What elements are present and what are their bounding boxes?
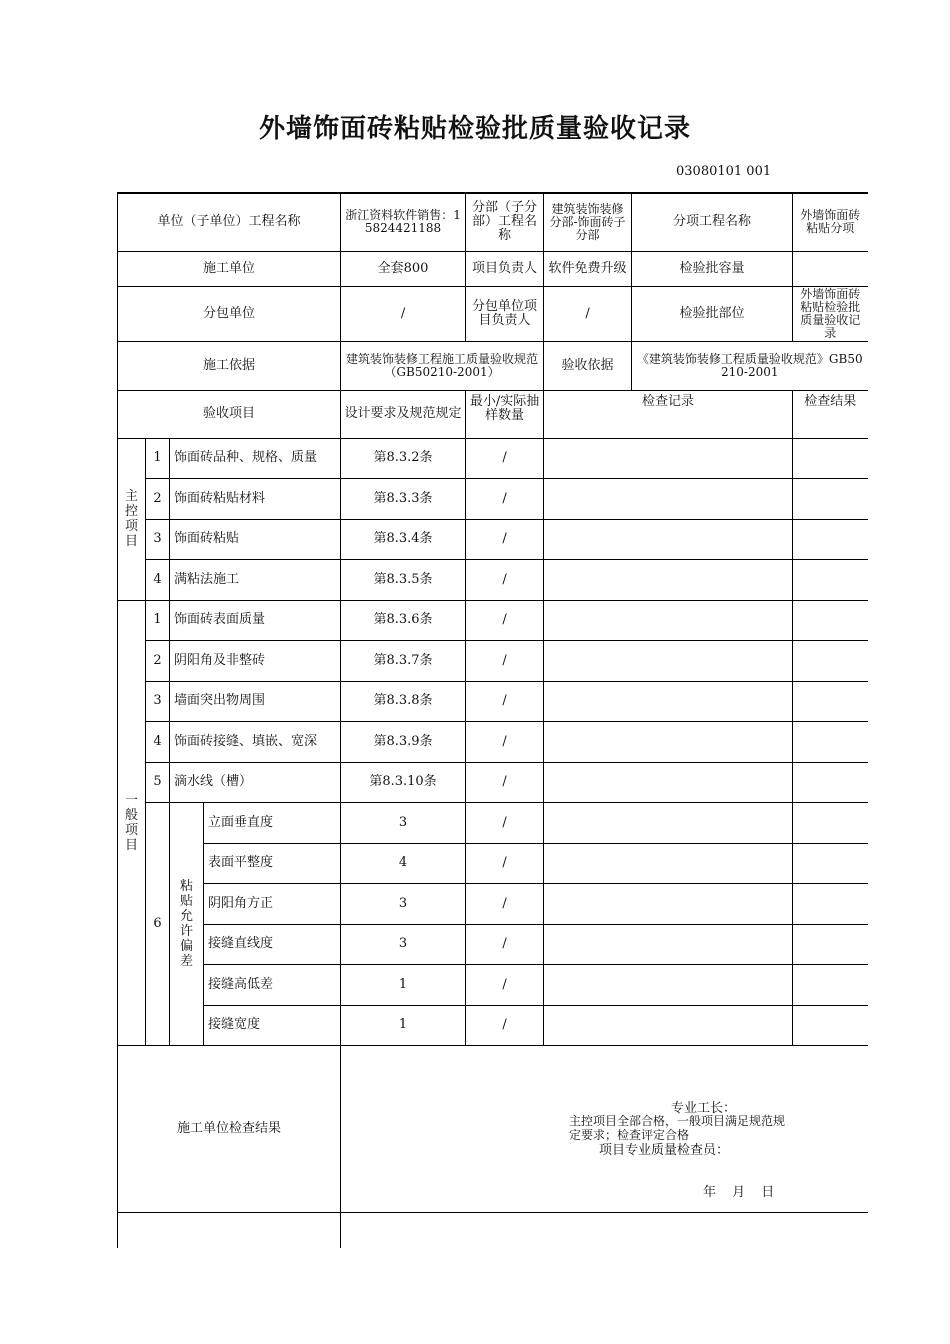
inspector-signature-label: 项目专业质量检查员： [599,1142,730,1158]
acceptance-basis-value: 《建筑装饰装修工程质量验收规范》GB50210-2001 [632,341,868,390]
general-item-name: 墙面突出物周围 [170,681,341,721]
general-group-label [118,600,146,1045]
subcontractor-label: 分包单位 [118,286,341,341]
deviation-item-sample: / [466,1005,544,1045]
deviation-item-result[interactable] [793,802,868,843]
general-item-spec: 第8.3.7条 [341,640,466,681]
general-item-result[interactable] [793,600,868,640]
deviation-item-record[interactable] [544,843,793,883]
general-group-text: 一般项目 [124,792,138,853]
deviation-item-record[interactable] [544,802,793,843]
deviation-item-value: 4 [341,843,466,883]
general-item-spec: 第8.3.8条 [341,681,466,721]
capacity-label: 检验批容量 [632,251,793,286]
general-item-sample: / [466,721,544,762]
general-item-name: 饰面砖接缝、填嵌、宽深 [170,721,341,762]
foreman-signature-label: 专业工长： [671,1100,737,1116]
main-item-spec: 第8.3.5条 [341,559,466,600]
deviation-item-record[interactable] [544,924,793,964]
col-design-header: 设计要求及规范规定 [341,390,466,438]
contractor-label: 施工单位 [118,251,341,286]
deviation-item-result[interactable] [793,964,868,1005]
deviation-item-value: 1 [341,1005,466,1045]
deviation-item-value: 1 [341,964,466,1005]
deviation-item-sample: / [466,964,544,1005]
deviation-item-sample: / [466,843,544,883]
main-item-record[interactable] [544,519,793,559]
general-item-sample: / [466,600,544,640]
item-name-value: 外墙饰面砖粘贴分项 [793,193,868,251]
capacity-value [793,251,868,286]
date-label: 年 月 日 [703,1184,775,1200]
general-item-spec: 第8.3.10条 [341,762,466,802]
document-number: 03080101 001 [676,164,772,179]
general-item-no: 1 [146,600,170,640]
deviation-item-result[interactable] [793,843,868,883]
subdivision-label: 分部（子分部）工程名称 [466,193,544,251]
main-item-record[interactable] [544,438,793,478]
main-item-result[interactable] [793,438,868,478]
general-item-no: 2 [146,640,170,681]
general-item-record[interactable] [544,721,793,762]
unit-value: 浙江资料软件销售：15824421188 [341,193,466,251]
deviation-item-result[interactable] [793,924,868,964]
main-item-no: 2 [146,478,170,519]
main-item-sample: / [466,519,544,559]
general-item-result[interactable] [793,762,868,802]
deviation-no: 6 [146,802,170,1045]
general-item-sample: / [466,762,544,802]
result-cell [341,1045,868,1212]
deviation-item-name: 接缝宽度 [204,1005,341,1045]
deviation-group-label [170,802,204,1045]
main-item-name: 饰面砖粘贴 [170,519,341,559]
item-name-label: 分项工程名称 [632,193,793,251]
result-text: 主控项目全部合格，一般项目满足规范规定要求；检查评定合格 [569,1113,786,1142]
general-item-record[interactable] [544,640,793,681]
general-item-sample: / [466,681,544,721]
main-item-name: 饰面砖品种、规格、质量 [170,438,341,478]
deviation-item-result[interactable] [793,1005,868,1045]
main-item-spec: 第8.3.3条 [341,478,466,519]
main-item-sample: / [466,438,544,478]
deviation-item-name: 阴阳角方正 [204,883,341,924]
inspection-form [117,192,868,1248]
contractor-value: 全套800 [341,251,466,286]
deviation-item-result[interactable] [793,883,868,924]
basis-value: 建筑装饰装修工程施工质量验收规范（GB50210-2001） [341,341,544,390]
col-result-header: 检查结果 [793,390,868,438]
col-record-header: 检查记录 [544,390,793,438]
general-item-name: 阴阳角及非整砖 [170,640,341,681]
deviation-item-value: 3 [341,883,466,924]
page-title: 外墙饰面砖粘贴检验批质量验收记录 [258,114,691,144]
deviation-item-value: 3 [341,924,466,964]
main-item-record[interactable] [544,478,793,519]
pm-label: 项目负责人 [466,251,544,286]
general-item-record[interactable] [544,681,793,721]
main-item-spec: 第8.3.2条 [341,438,466,478]
subdivision-value: 建筑装饰装修分部-饰面砖子分部 [544,193,632,251]
main-item-name: 饰面砖粘贴材料 [170,478,341,519]
pm-value: 软件免费升级 [544,251,632,286]
general-item-no: 3 [146,681,170,721]
deviation-item-sample: / [466,924,544,964]
basis-label: 施工依据 [118,341,341,390]
main-item-no: 4 [146,559,170,600]
general-item-spec: 第8.3.6条 [341,600,466,640]
deviation-item-record[interactable] [544,883,793,924]
sub-pm-value: / [544,286,632,341]
general-item-result[interactable] [793,721,868,762]
deviation-item-name: 立面垂直度 [204,802,341,843]
general-item-result[interactable] [793,681,868,721]
main-item-name: 满粘法施工 [170,559,341,600]
col-sample-header: 最小/实际抽样数量 [466,390,544,438]
general-item-spec: 第8.3.9条 [341,721,466,762]
main-item-spec: 第8.3.4条 [341,519,466,559]
general-item-name: 饰面砖表面质量 [170,600,341,640]
main-item-result[interactable] [793,519,868,559]
general-item-record[interactable] [544,762,793,802]
deviation-item-name: 接缝高低差 [204,964,341,1005]
general-item-sample: / [466,640,544,681]
supervisor-label [118,1212,341,1248]
general-item-record[interactable] [544,600,793,640]
main-group-label [118,438,146,600]
deviation-item-record[interactable] [544,1005,793,1045]
deviation-item-record[interactable] [544,964,793,1005]
subcontractor-value: / [341,286,466,341]
main-item-record[interactable] [544,559,793,600]
supervisor-cell [341,1212,868,1248]
main-item-sample: / [466,478,544,519]
general-item-no: 4 [146,721,170,762]
result-label: 施工单位检查结果 [118,1045,341,1212]
sub-pm-label: 分包单位项目负责人 [466,286,544,341]
main-group-text: 主控项目 [124,489,138,549]
part-value: 外墙饰面砖粘贴检验批质量验收记录 [793,286,868,341]
general-item-no: 5 [146,762,170,802]
deviation-item-sample: / [466,883,544,924]
deviation-item-name: 接缝直线度 [204,924,341,964]
deviation-item-value: 3 [341,802,466,843]
main-item-result[interactable] [793,559,868,600]
part-label: 检验批部位 [632,286,793,341]
main-item-no: 1 [146,438,170,478]
col-item-header: 验收项目 [118,390,341,438]
general-item-result[interactable] [793,640,868,681]
general-item-name: 滴水线（槽） [170,762,341,802]
deviation-item-name: 表面平整度 [204,843,341,883]
deviation-item-sample: / [466,802,544,843]
deviation-group-text: 粘贴允许偏差 [179,878,193,969]
main-item-sample: / [466,559,544,600]
main-item-no: 3 [146,519,170,559]
main-item-result[interactable] [793,478,868,519]
form-table [117,192,868,1248]
acceptance-basis-label: 验收依据 [544,341,632,390]
unit-label: 单位（子单位）工程名称 [118,193,341,251]
